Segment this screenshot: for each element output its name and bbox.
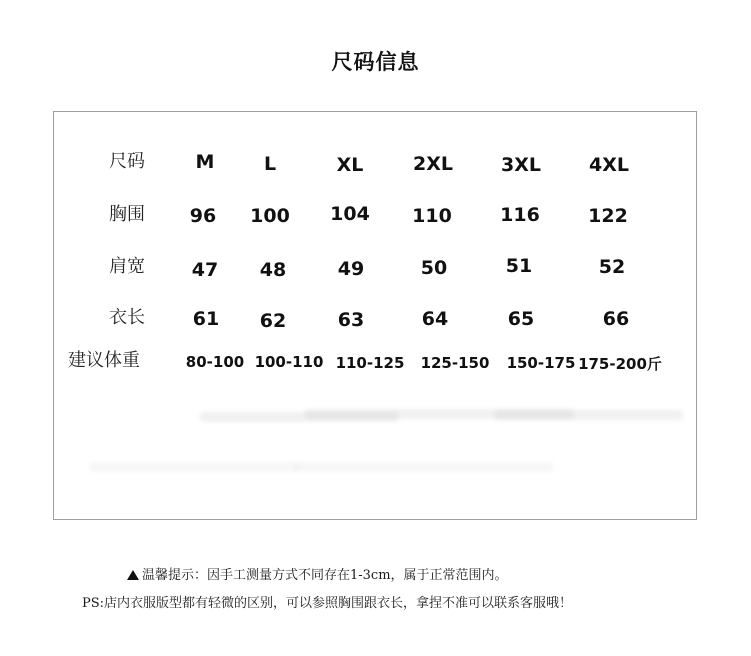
faint-smudge [494,410,684,420]
shoulder-cell: 48 [259,259,287,281]
shoulder-cell: 47 [191,259,219,281]
row-label-size: 尺码 [109,151,145,172]
tip-text: 温馨提示：因手工测量方式不同存在1-3cm，属于正常范围内。 [142,568,508,583]
chest-cell: 100 [250,205,290,227]
row-label-length: 衣长 [109,307,145,328]
size-cell: 4XL [589,154,629,176]
chest-cell: 116 [500,204,540,226]
row-label-weight: 建议体重 [68,350,140,371]
length-cell: 61 [192,308,220,330]
warning-triangle-icon [127,570,139,580]
shoulder-cell: 50 [420,257,448,279]
faint-smudge [89,462,299,472]
weight-cell: 80-100 [185,353,245,371]
weight-cell: 150-175 [506,354,576,372]
tip-note [127,567,508,585]
weight-cell: 175-200斤 [578,355,662,373]
faint-smudge [294,462,554,472]
row-label-chest: 胸围 [109,204,145,225]
shoulder-cell: 49 [337,258,365,280]
size-cell: XL [336,154,364,176]
size-cell: 2XL [413,153,453,175]
row-label-shoulder: 肩宽 [109,256,145,277]
length-cell: 65 [507,308,535,330]
chest-cell: 96 [189,205,217,227]
size-cell: L [263,153,277,175]
length-cell: 64 [421,308,449,330]
length-cell: 62 [259,310,287,332]
length-cell: 63 [337,309,365,331]
length-cell: 66 [602,308,630,330]
chest-cell: 110 [412,205,452,227]
weight-cell: 125-150 [420,354,490,372]
size-cell: 3XL [501,154,541,176]
weight-cell: 110-125 [335,354,405,372]
chest-cell: 122 [588,205,628,227]
page-title: 尺码信息 [331,50,420,74]
chest-cell: 104 [330,203,370,225]
size-cell: M [195,151,215,173]
ps-note: PS:店内衣服版型都有轻微的区别，可以参照胸围跟衣长，拿捏不准可以联系客服哦！ [82,596,573,611]
shoulder-cell: 51 [505,255,533,277]
weight-cell: 100-110 [254,353,324,371]
shoulder-cell: 52 [598,256,626,278]
